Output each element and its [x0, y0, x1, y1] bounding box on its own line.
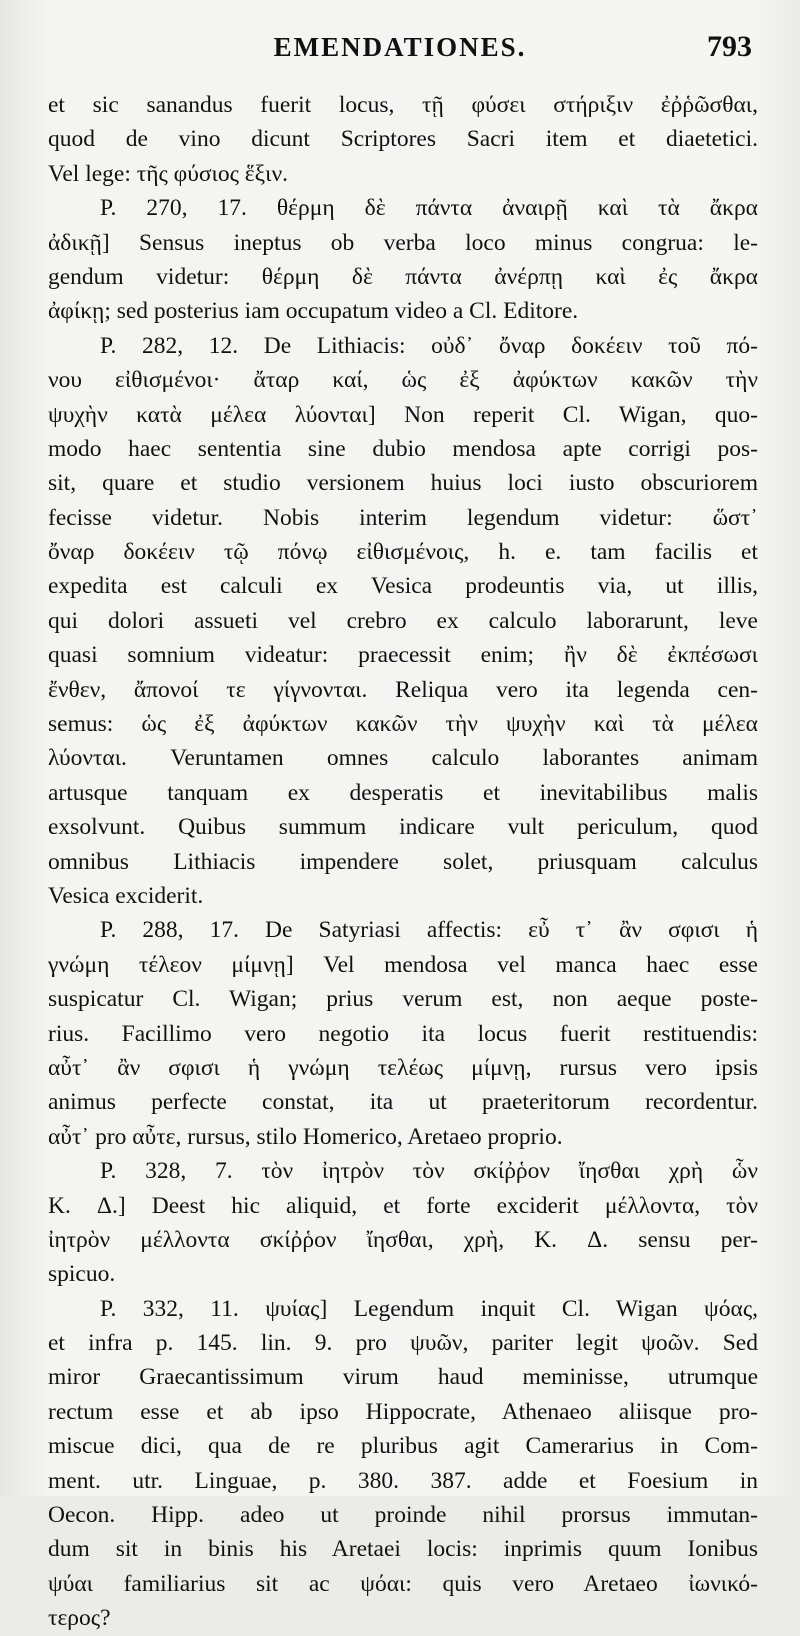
text-line: ἔνθεν, ἄπονοί τε γίγνονται. Reliqua vero ita legenda cen- — [48, 676, 758, 703]
text-line: qui dolori assueti vel crebro ex calculo laborarunt, leve — [48, 607, 758, 634]
text-line: exsolvunt. Quibus summum indicare vult periculum, quod — [48, 814, 758, 841]
text-line: miscue dici, qua de re pluribus agit Camerarius in Com- — [48, 1433, 758, 1460]
text-line: ψύαι familiarius sit ac ψόαι: quis vero Aretaeo ἰωνικό- — [48, 1570, 758, 1597]
text-line: P. 288, 17. De Satyriasi affectis: εὖ τ᾽ ἂν σφισι ἡ — [100, 917, 758, 944]
text-line: αὖτ᾽ pro αὖτε, rursus, stilo Homerico, Aretaeo proprio. — [48, 1123, 563, 1150]
body-text — [48, 88, 758, 1636]
text-line: ment. utr. Linguae, p. 380. 387. adde et Foesium in — [48, 1467, 758, 1494]
text-line: gendum videtur: θέρμη δὲ πάντα ἀνέρπῃ καὶ ἐς ἄκρα — [48, 263, 758, 290]
text-line: P. 328, 7. τὸν ἰητρὸν τὸν σκίῤῥον ἴησθαι χρὴ ὧν — [100, 1158, 758, 1185]
text-line: ὄναρ δοκέειν τῷ πόνῳ εἰθισμένοις, h. e. tam facilis et — [48, 539, 758, 566]
text-line: ἀφίκῃ; sed posterius iam occupatum video a Cl. Editore. — [48, 298, 579, 325]
text-line: et infra p. 145. lin. 9. pro ψυῶν, pariter legit ψοῶν. Sed — [48, 1330, 758, 1357]
page-header — [0, 28, 800, 72]
text-line: λύονται. Veruntamen omnes calculo laborantes animam — [48, 745, 758, 772]
text-line: P. 282, 12. De Lithiacis: οὐδ᾽ ὄναρ δοκέειν τοῦ πό- — [100, 332, 758, 359]
page-number: 793 — [707, 30, 752, 63]
text-line: quasi somnium videatur: praecessit enim; ἢν δὲ ἐκπέσωσι — [48, 642, 758, 669]
text-line: artusque tanquam ex desperatis et inevitabilibus malis — [48, 779, 758, 806]
text-line: omnibus Lithiacis impendere solet, priusquam calculus — [48, 848, 758, 875]
text-line: modo haec sententia sine dubio mendosa apte corrigi pos- — [48, 435, 758, 462]
text-line: P. 332, 11. ψυίας] Legendum inquit Cl. Wigan ψόας, — [100, 1295, 758, 1322]
text-line: semus: ὡς ἐξ ἀφύκτων κακῶν τὴν ψυχὴν καὶ τὰ μέλεα — [48, 711, 758, 738]
text-line: suspicatur Cl. Wigan; prius verum est, non aeque poste- — [48, 986, 758, 1013]
text-line: fecisse videtur. Nobis interim legendum videtur: ὥστ᾽ — [48, 504, 758, 531]
text-line: dum sit in binis his Aretaei locis: inprimis quum Ionibus — [48, 1536, 758, 1563]
running-title: EMENDATIONES. — [273, 32, 527, 62]
text-line: Oecon. Hipp. adeo ut proinde nihil prorsus immutan- — [48, 1502, 758, 1529]
text-line: ἰητρὸν μέλλοντα σκίῤῥον ἴησθαι, χρὴ, K. Δ. sensu per- — [48, 1226, 758, 1253]
text-line: rius. Facillimo vero negotio ita locus fuerit restituendis: — [48, 1020, 758, 1047]
text-line: miror Graecantissimum virum haud meminisse, utrumque — [48, 1364, 758, 1391]
text-line: K. Δ.] Deest hic aliquid, et forte exciderit μέλλοντα, τὸν — [48, 1192, 758, 1219]
text-line: ἀδικῇ] Sensus ineptus ob verba loco minus congrua: le- — [48, 229, 758, 256]
text-line: Vesica exciderit. — [48, 882, 204, 909]
text-line: animus perfecte constat, ita ut praeteritorum recordentur. — [48, 1089, 758, 1116]
text-line: P. 270, 17. θέρμη δὲ πάντα ἀναιρῇ καὶ τὰ ἄκρα — [100, 195, 758, 222]
text-line: rectum esse et ab ipso Hippocrate, Athenaeo aliisque pro- — [48, 1398, 758, 1425]
text-line: γνώμη τέλεον μίμνῃ] Vel mendosa vel manca haec esse — [48, 951, 758, 978]
text-line: Vel lege: τῆς φύσιος ἕξιν. — [48, 160, 288, 187]
text-line: αὖτ᾽ ἂν σφισι ἡ γνώμη τελέως μίμνῃ, rursus vero ipsis — [48, 1054, 758, 1081]
text-line: et sic sanandus fuerit locus, τῇ φύσει στήριξιν ἐῤῥῶσθαι, — [48, 92, 758, 118]
text-line: νου εἰθισμένοι· ἄταρ καί, ὡς ἐξ ἀφύκτων κακῶν τὴν — [48, 367, 758, 394]
text-line: τερος? — [48, 1605, 111, 1632]
text-line: spicuo. — [48, 1261, 116, 1288]
text-line: quod de vino dicunt Scriptores Sacri item et diaetetici. — [48, 126, 758, 153]
text-line: ψυχὴν κατὰ μέλεα λύονται] Non reperit Cl. Wigan, quo- — [48, 401, 758, 428]
text-line: sit, quare et studio versionem huius loci iusto obscuriorem — [48, 470, 758, 497]
text-line: expedita est calculi ex Vesica prodeuntis via, ut illis, — [48, 573, 758, 600]
